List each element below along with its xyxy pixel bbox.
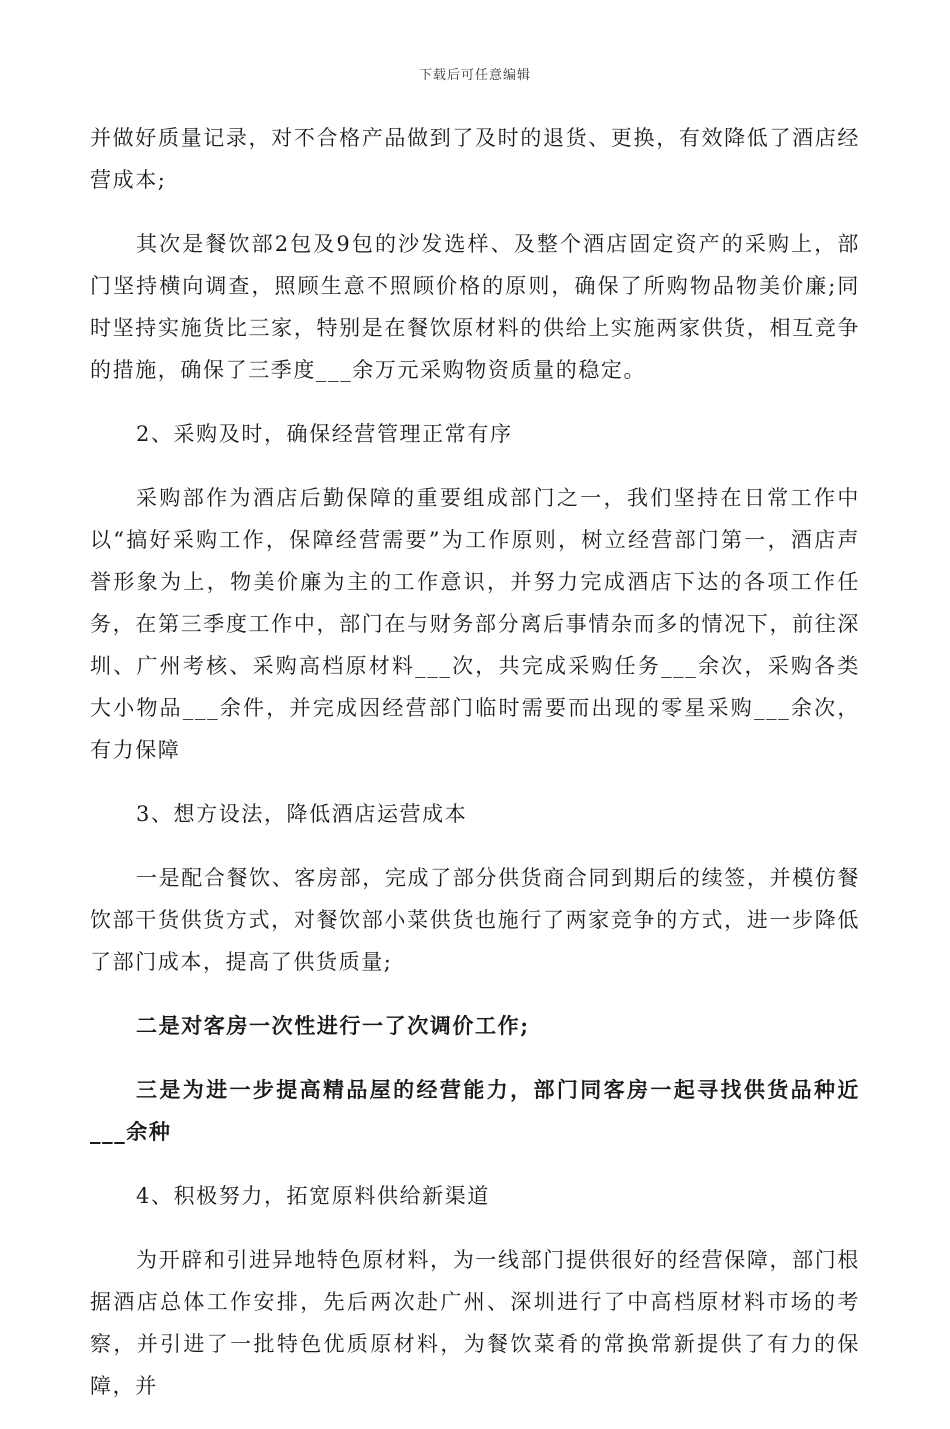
paragraph-continued: 并做好质量记录，对不合格产品做到了及时的退货、更换，有效降低了酒店经营成本; xyxy=(90,126,860,192)
paragraph-new-channels: 为开辟和引进异地特色原材料，为一线部门提供很好的经营保障，部门根据酒店总体工作安排，先后两次赴广州、深圳进行了中高档原材料市场的考察，并引进了一批特色优质原材料，为餐饮菜肴的常换常新提供了有力的保障，并 xyxy=(90,1248,860,1398)
document-body xyxy=(90,117,860,1429)
section-heading-2: 2、采购及时，确保经营管理正常有序 xyxy=(136,422,513,446)
section-heading-3: 3、想方设法，降低酒店运营成本 xyxy=(136,802,468,826)
paragraph-second-point: 其次是餐饮部2包及9包的沙发选样、及整个酒店固定资产的采购上，部门坚持横向调查，照顾生意不照顾价格的原则，确保了所购物品物美价廉;同时坚持实施货比三家，特别是在餐饮原材料的供给上实施两家供货，相互竞争的措施，确保了三季度___余万元采购物资质量的稳定。 xyxy=(90,232,860,382)
paragraph-first-measure: 一是配合餐饮、客房部，完成了部分供货商合同到期后的续签，并模仿餐饮部干货供货方式，对餐饮部小菜供货也施行了两家竞争的方式，进一步降低了部门成本，提高了供货质量; xyxy=(90,866,860,974)
header-note: 下载后可任意编辑 xyxy=(418,68,531,83)
paragraph-third-measure: 三是为进一步提高精品屋的经营能力，部门同客房一起寻找供货品种近___余种 xyxy=(90,1077,860,1144)
paragraph-second-measure: 二是对客房一次性进行一了次调价工作; xyxy=(136,1013,530,1038)
section-heading-4: 4、积极努力，拓宽原料供给新渠道 xyxy=(136,1184,490,1208)
paragraph-purchasing-dept: 采购部作为酒店后勤保障的重要组成部门之一，我们坚持在日常工作中以“搞好采购工作，保障经营需要”为工作原则，树立经营部门第一，酒店声誉形象为上，物美价廉为主的工作意识，并努力完成酒店下达的各项工作任务，在第三季度工作中，部门在与财务部分离后事情杂而多的情况下，前往深圳、广州考核、采购高档原材料___次，共完成采购任务___余次，采购各类大小物品___余件，并完成因经营部门临时需要而出现的零星采购___余次，有力保障 xyxy=(90,486,860,762)
